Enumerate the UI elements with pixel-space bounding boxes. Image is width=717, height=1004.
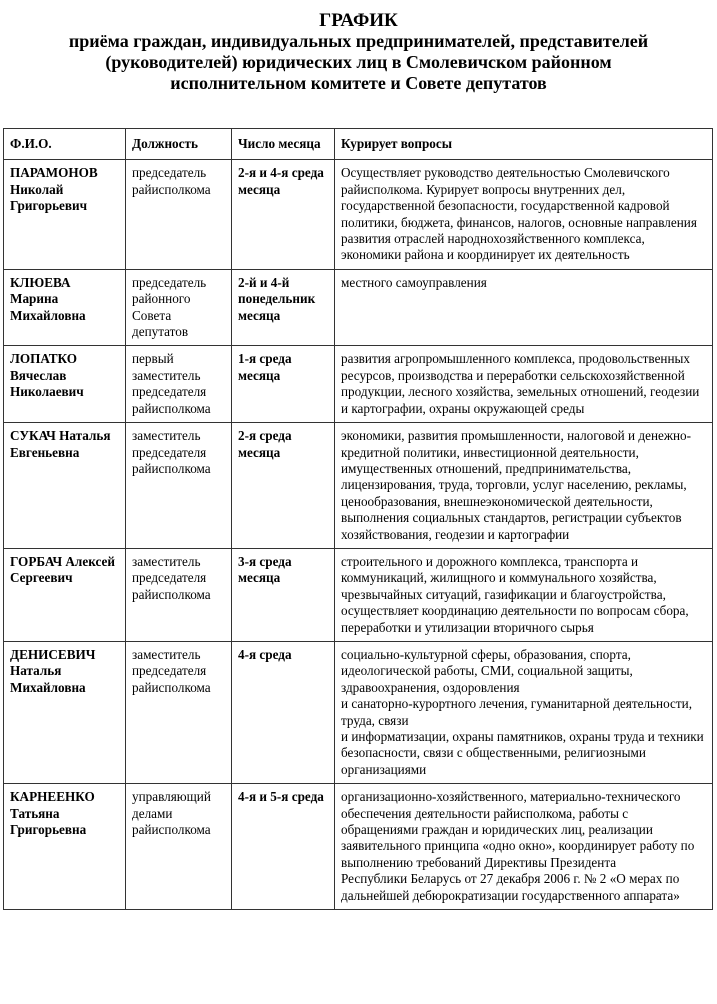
table-row	[4, 346, 713, 423]
official-position: первый заместитель председателя райисполкома	[126, 346, 232, 423]
official-position: заместитель председателя райисполкома	[126, 548, 232, 641]
duties-text: местного самоуправления	[335, 269, 713, 346]
official-position: председатель райисполкома	[126, 160, 232, 269]
document-header	[0, 10, 717, 94]
column-header-name: Ф.И.О.	[4, 129, 126, 160]
duties-text: организационно-хозяйственного, материально-технического обеспечения деятельности райисполкома, работы с обращениями граждан и юридических лиц, реализации заявительного принципа «одно окно», координирует работу по выполнению требований Директивы Президента Республики Беларусь от 27 декабря 2006 г. № 2 «О мерах по дальнейшей дебюрократизации государственного аппарата»	[335, 784, 713, 910]
table-header-row	[4, 129, 713, 160]
official-position: заместитель председателя райисполкома	[126, 423, 232, 549]
official-position: заместитель председателя райисполкома	[126, 641, 232, 783]
table-row	[4, 269, 713, 346]
duties-text: Осуществляет руководство деятельностью Смолевичского райисполкома. Курирует вопросы внутренних дел, государственной безопасности, государственной кадровой политики, бюджета, финансов, налогов, основные направления развития отраслей народнохозяйственного комплекса, экономики района и координирует их деятельность	[335, 160, 713, 269]
document-subtitle: приёма граждан, индивидуальных предпринимателей, представителей (руководителей) юридических лиц в Смолевичском районном исполнительном комитете и Совете депутатов	[68, 31, 649, 93]
column-header-position: Должность	[126, 129, 232, 160]
reception-day: 4-я среда	[232, 641, 335, 783]
reception-day: 2-й и 4-й понедельник месяца	[232, 269, 335, 346]
column-header-day: Число месяца	[232, 129, 335, 160]
reception-day: 2-я и 4-я среда месяца	[232, 160, 335, 269]
reception-day: 1-я среда месяца	[232, 346, 335, 423]
duties-text: развития агропромышленного комплекса, продовольственных ресурсов, производства и переработки сельскохозяйственной продукции, лесного хозяйства, земельных отношений, геодезии и картографии, охраны окружающей среды	[335, 346, 713, 423]
official-name: ДЕНИСЕВИЧ Наталья Михайловна	[4, 641, 126, 783]
official-name: ГОРБАЧ Алексей Сергеевич	[4, 548, 126, 641]
reception-day: 3-я среда месяца	[232, 548, 335, 641]
table-row	[4, 548, 713, 641]
duties-text: социально-культурной сферы, образования, спорта, идеологической работы, СМИ, социальной защиты, здравоохранения, оздоровления и санаторно-курортного лечения, гуманитарной деятельности, труда, связи и информатизации, охраны памятников, охраны труда и техники безопасности, связи с общественными, религиозными организациями	[335, 641, 713, 783]
official-name: КЛЮЕВА Марина Михайловна	[4, 269, 126, 346]
official-name: КАРНЕЕНКО Татьяна Григорьевна	[4, 784, 126, 910]
document-title: ГРАФИК	[319, 10, 398, 31]
official-name: СУКАЧ Наталья Евгеньевна	[4, 423, 126, 549]
duties-text: строительного и дорожного комплекса, транспорта и коммуникаций, жилищного и коммунального хозяйства, чрезвычайных ситуаций, газификации и благоустройства, осуществляет координацию деятельности по вопросам сбора, переработки и утилизации вторичного сырья	[335, 548, 713, 641]
official-position: председатель районного Совета депутатов	[126, 269, 232, 346]
reception-day: 2-я среда месяца	[232, 423, 335, 549]
table-row	[4, 423, 713, 549]
duties-text: экономики, развития промышленности, налоговой и денежно-кредитной политики, инвестиционной деятельности, имущественных отношений, предпринимательства, лицензирования, труда, торговли, услуг населению, рекламы, ценообразования, внешнеэкономической деятельности, выполнения социальных стандартов, регистрации субъектов хозяйствования, геодезии и картографии	[335, 423, 713, 549]
reception-day: 4-я и 5-я среда	[232, 784, 335, 910]
official-position: управляющий делами райисполкома	[126, 784, 232, 910]
table-row	[4, 641, 713, 783]
schedule-table	[3, 128, 713, 910]
official-name: ПАРАМОНОВ Николай Григорьевич	[4, 160, 126, 269]
table-row	[4, 784, 713, 910]
column-header-duties: Курирует вопросы	[335, 129, 713, 160]
table-row	[4, 160, 713, 269]
official-name: ЛОПАТКО Вячеслав Николаевич	[4, 346, 126, 423]
